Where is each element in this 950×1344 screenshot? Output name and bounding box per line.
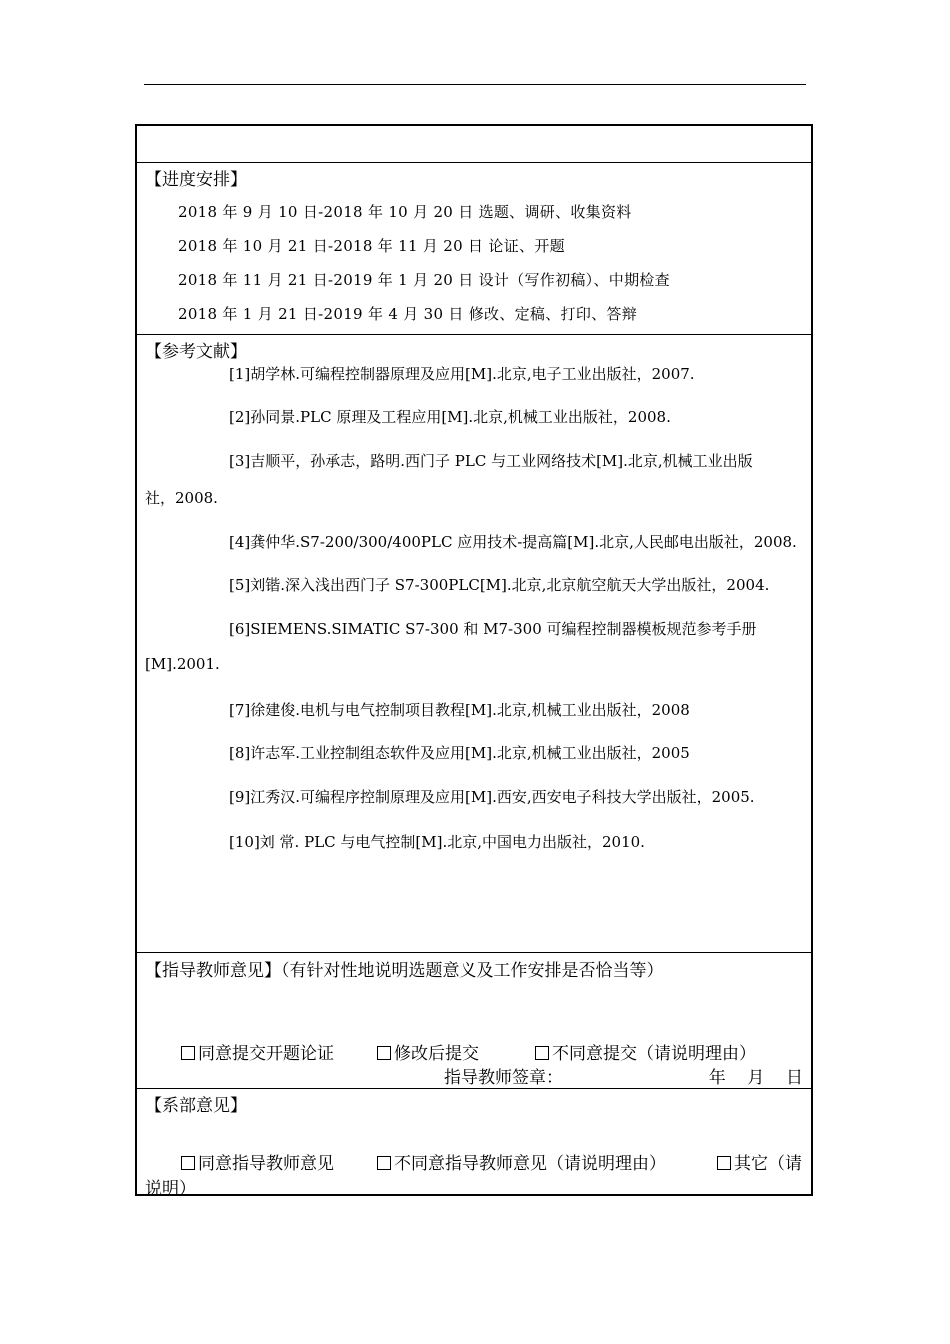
blank-row <box>137 126 811 163</box>
advisor-opinion-section <box>137 953 811 1089</box>
reference-item: [9]江秀汉.可编程序控制原理及应用[M].西安,西安电子科技大学出版社，2005. <box>229 788 755 806</box>
advisor-option-agree[interactable] <box>181 1039 334 1064</box>
checkbox-icon[interactable] <box>181 1046 195 1060</box>
schedule-title: 【进度安排】 <box>145 170 247 190</box>
reference-item: [6]SIEMENS.SIMATIC S7-300 和 M7-300 可编程控制器模板规范参考手册 <box>229 620 757 638</box>
option-label: 同意提交开题论证 <box>198 1044 334 1064</box>
option-label: 其它（请 <box>734 1154 802 1174</box>
department-option-other-continuation: 说明） <box>145 1179 196 1199</box>
reference-item: [8]许志军.工业控制组态软件及应用[M].北京,机械工业出版社，2005 <box>229 744 690 762</box>
advisor-option-revise[interactable] <box>377 1039 479 1064</box>
advisor-date-label: 年 月 日 <box>708 1068 803 1088</box>
reference-item-continuation: [M].2001. <box>145 655 220 673</box>
reference-item-continuation: 社，2008. <box>145 489 218 507</box>
department-option-agree[interactable] <box>181 1149 334 1174</box>
option-label: 修改后提交 <box>394 1044 479 1064</box>
reference-item: [4]龚仲华.S7-200/300/400PLC 应用技术-提高篇[M].北京,人民邮电出版社，2008. <box>229 533 797 551</box>
header-rule <box>144 84 806 85</box>
references-title: 【参考文献】 <box>145 342 247 362</box>
schedule-item: 2018 年 1 月 21 日-2019 年 4 月 30 日 修改、定稿、打印、答辩 <box>178 305 638 323</box>
reference-item: [5]刘锴.深入浅出西门子 S7-300PLC[M].北京,北京航空航天大学出版社，2004. <box>229 576 770 594</box>
reference-item: [10]刘 常. PLC 与电气控制[M].北京,中国电力出版社，2010. <box>229 833 645 851</box>
advisor-signature-label: 指导教师签章： <box>444 1068 563 1088</box>
option-label: 不同意提交（请说明理由） <box>552 1044 756 1064</box>
reference-item: [1]胡学林.可编程控制器原理及应用[M].北京,电子工业出版社，2007. <box>229 365 695 383</box>
option-label: 同意指导教师意见 <box>198 1154 334 1174</box>
department-opinion-title: 【系部意见】 <box>145 1096 247 1116</box>
advisor-option-disagree[interactable] <box>535 1039 756 1064</box>
proposal-form-table <box>135 124 813 1199</box>
checkbox-icon[interactable] <box>181 1156 195 1170</box>
department-option-disagree[interactable] <box>377 1149 666 1174</box>
reference-item: [3]吉顺平，孙承志，路明.西门子 PLC 与工业网络技术[M].北京,机械工业出版 <box>229 452 753 470</box>
checkbox-icon[interactable] <box>377 1156 391 1170</box>
department-opinion-section <box>137 1089 811 1199</box>
schedule-item: 2018 年 10 月 21 日-2018 年 11 月 20 日 论证、开题 <box>178 237 565 255</box>
checkbox-icon[interactable] <box>535 1046 549 1060</box>
checkbox-icon[interactable] <box>717 1156 731 1170</box>
reference-item: [2]孙同景.PLC 原理及工程应用[M].北京,机械工业出版社，2008. <box>229 408 671 426</box>
checkbox-icon[interactable] <box>377 1046 391 1060</box>
reference-item: [7]徐建俊.电机与电气控制项目教程[M].北京,机械工业出版社，2008 <box>229 701 690 719</box>
schedule-item: 2018 年 11 月 21 日-2019 年 1 月 20 日 设计（写作初稿）、中期检查 <box>178 271 670 289</box>
advisor-opinion-title: 【指导教师意见】（有针对性地说明选题意义及工作安排是否恰当等） <box>145 961 664 981</box>
schedule-section <box>137 163 811 335</box>
option-label: 不同意指导教师意见（请说明理由） <box>394 1154 666 1174</box>
department-option-other[interactable] <box>717 1149 802 1174</box>
references-section <box>137 335 811 953</box>
schedule-item: 2018 年 9 月 10 日-2018 年 10 月 20 日 选题、调研、收集资料 <box>178 203 632 221</box>
